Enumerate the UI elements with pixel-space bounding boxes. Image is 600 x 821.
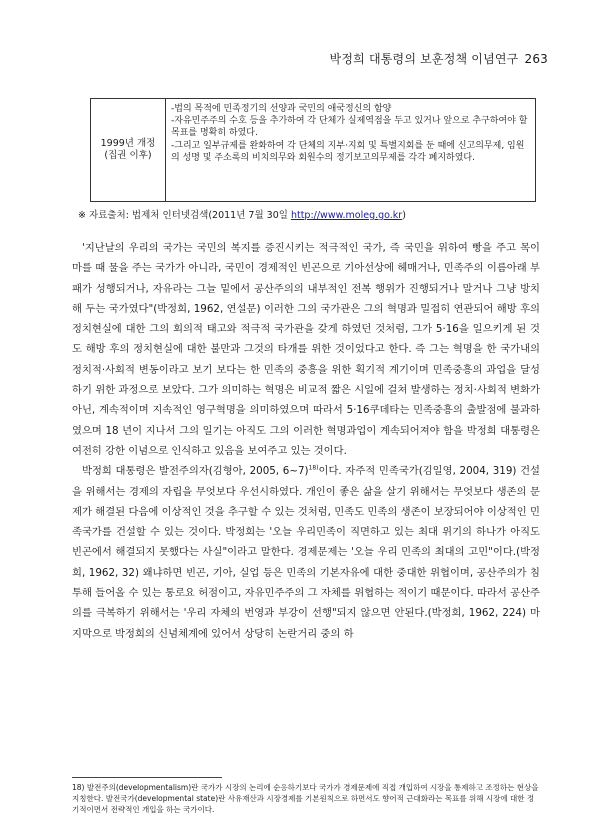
- paragraph-2-rest: 이다. 자주적 민족국가(김일영, 2004, 319) 건설을 위해서는 경제의 자립을 무엇보다 우선시하였다. 개인이 좋은 삶을 살기 위해서는 무엇보다 생존의 문제가 해결된 다음에 이상적인 것을 추구할 수 있는 것처럼, 민족도 민족의 생존이 보장되어야 이상적인 민족국가를 건설할 수 있는 것이다. 박정희는 '오늘 우리민족이 직면하고 있는 최대 위기의 하나가 아직도 빈곤에서 해결되지 못했다는 사실"이라고 말한다. 경제문제는 '오늘 우리 민족의 최대의 고민"이다.(박정희, 1962, 32) 왜냐하면 빈곤, 기아, 실업 등은 민족의 기본자유에 대한 중대한 위협이며, 공산주의가 침투해 들어올 수 있는 통로요 허점이고, 자유민주주의 그 자체를 위협하는 적이기 때문이다. 따라서 공산주의를 극복하기 위해서는 '우리 자체의 번영과 부강이 선행"되지 않으면 안된다.(박정희, 1962, 224) 마지막으로 박정희의 신념체계에 있어서 상당히 논란거리 중의 하: [72, 465, 540, 640]
- header-title: 박정희 대통령의 보훈정책 이념연구: [329, 52, 519, 66]
- paragraph-1: '지난날의 우리의 국가는 국민의 복지를 증진시키는 적극적인 국가, 즉 국민을 위하여 빵을 주고 목이 마를 때 물을 주는 국가가 아니라, 국민이 경제적인 빈곤으로 기아선상에 헤매거나, 민족주의 이름아래 부패가 성행되거나, 자유라는 그늘 밑에서 공산주의의 내부적인 전복 행위가 진행되거나 말거나 그냥 방치해 두는 국가였다"(박정희, 1962, 연설문) 이러한 그의 국가관은 그의 혁명과 밀접히 연관되어 해방 후의 정치현실에 대한 그의 회의적 태고와 적극적 국가관을 갖게 하였던 것처럼, 그가 5·16을 일으키게 된 것도 해방 후의 정치현실에 대한 불만과 그것의 타개를 위한 것이었다고 한다. 즉 그는 혁명을 한 국가내의 정치적·사회적 변동이라고 보기 보다는 한 민족의 중흥을 위한 획기적 계기이며 민족중흥의 과업을 달성하기 위한 과정으로 보았다. 그가 의미하는 혁명은 비교적 짧은 시일에 걸쳐 발생하는 정치·사회적 변화가 아닌, 계속적이며 지속적인 영구혁명을 의미하였으며 따라서 5·16쿠데타는 민족중흥의 출발점에 불과하였으며 18 년이 지나서 그의 일기는 아직도 그의 이러한 혁명과업이 계속되어져야 함을 박정희 대통령은 여전히 강한 이념으로 인식하고 있음을 보여주고 있는 것이다.: [72, 242, 540, 457]
- footnote-divider: [72, 777, 222, 778]
- body-text: [72, 238, 540, 644]
- running-header: [330, 50, 548, 67]
- source-close: ): [402, 210, 406, 221]
- paragraph-2-start: 박정희 대통령은 발전주의자(김형아, 2005, 6~7): [82, 465, 309, 478]
- page-number: 263: [524, 52, 548, 66]
- source-note: [78, 207, 406, 221]
- table-content-cell: [166, 99, 535, 201]
- source-link[interactable]: http://www.moleg.go.kr: [290, 210, 403, 221]
- table-label-year: 1999년 개정: [100, 138, 156, 149]
- table-line-3: -그리고 일부규제를 완화하여 각 단체의 지부·지회 및 특별지회를 둔 때에 신고의무제, 임원의 성명 및 주소록의 비치의무와 회원수의 정기보고의무제를 각각 폐지하였다.: [171, 140, 525, 163]
- footnote: 18) 발전주의(developmentalism)란 국가가 시장의 논리에 순응하기보다 국가가 경제문제에 직접 개입하여 시장을 통제하고 조정하는 현상을 지칭한다. 발전국가(developmental state)란 사유재산과 시장경제를 기본원칙으로 하면서도 향어적 근대화라는 목표를 위해 시장에 대한 정기적이면서 전략적인 개입을 하는 국가이다.: [72, 783, 539, 814]
- paragraph-2: [72, 461, 540, 644]
- table-line-1: -법의 목적에 민족정기의 선양과 국민의 애국정신의 함양: [171, 104, 392, 114]
- table-label-period: (집권 이후): [104, 150, 152, 161]
- revision-table: [90, 98, 536, 202]
- source-text: ※ 자료출처: 법제처 인터넷검색(2011년 7월 30일: [78, 210, 291, 221]
- footnote-ref: 18): [308, 464, 319, 472]
- table-line-2: -자유민주주의 수호 등을 추가하여 각 단체가 실제역점을 두고 있거나 앞으로 추구하여야 할 목표를 명확히 하였다.: [171, 116, 528, 139]
- table-label-cell: [91, 99, 166, 201]
